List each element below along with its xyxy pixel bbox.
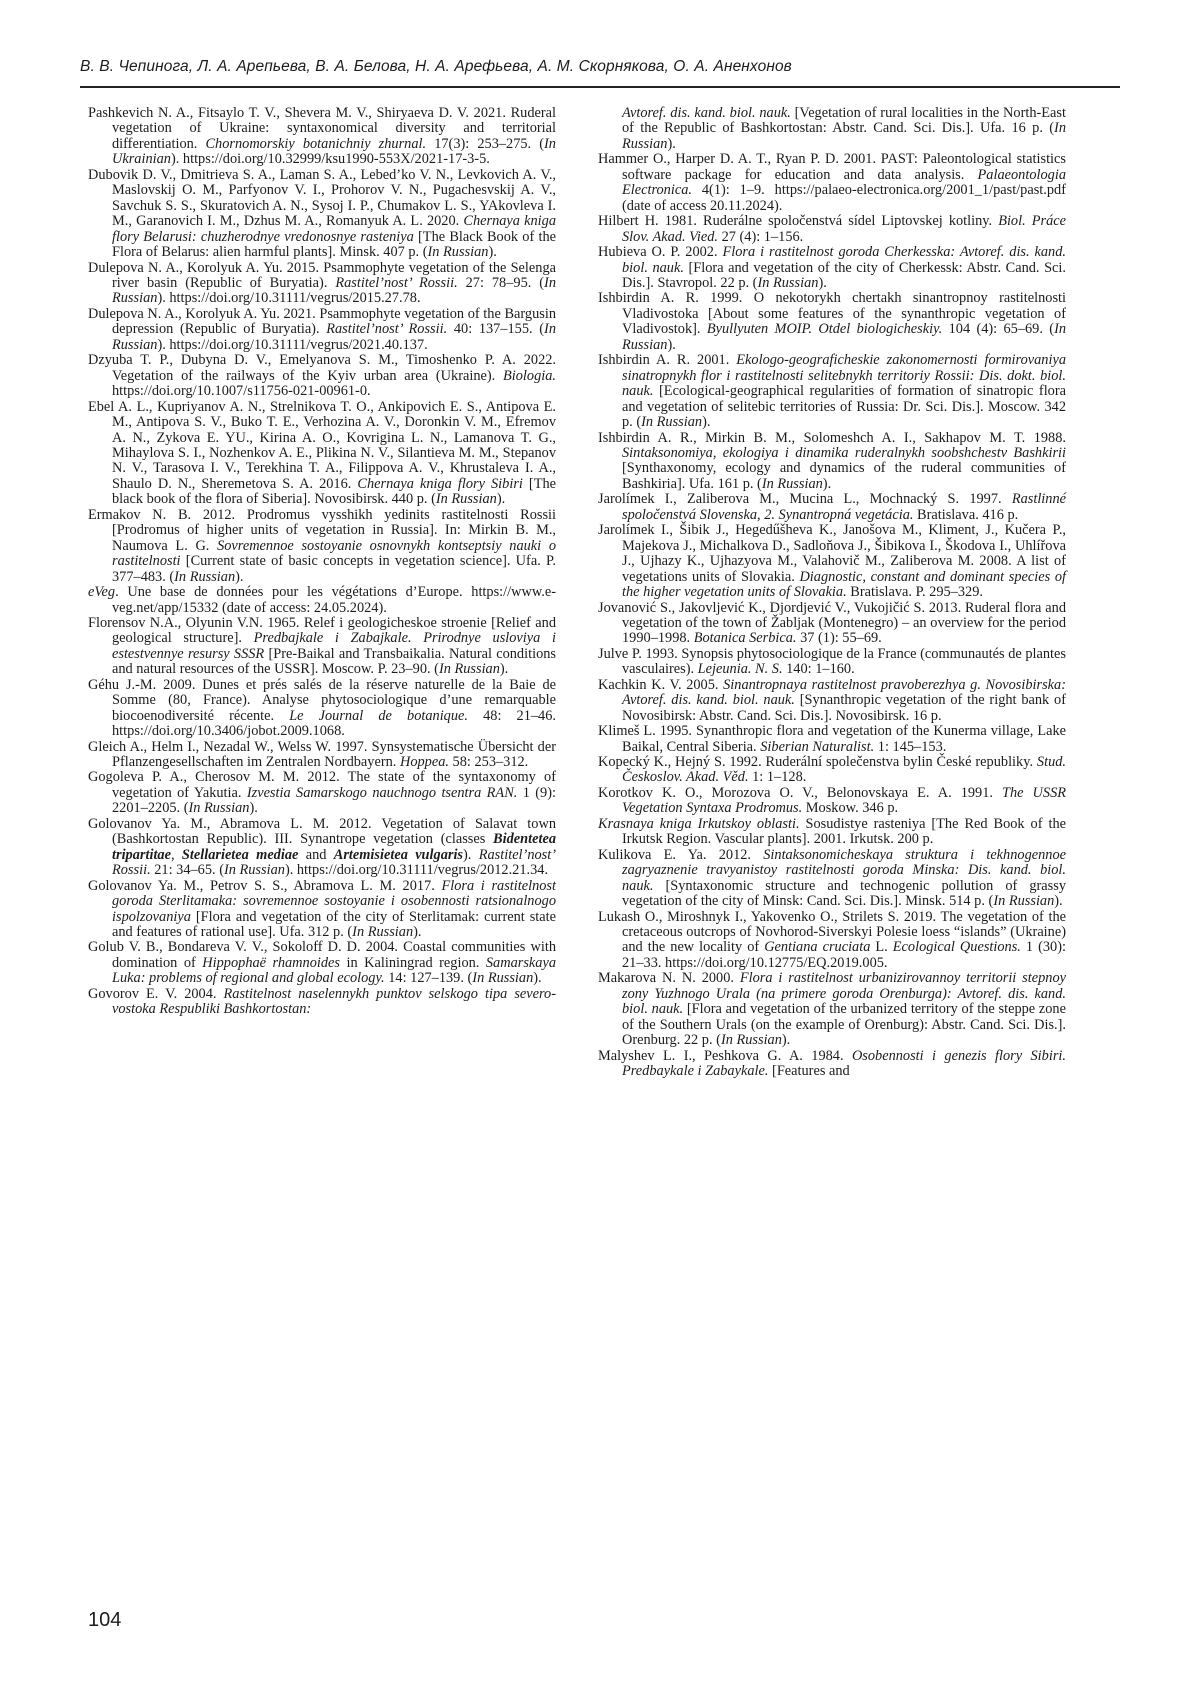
reference-text: Moskow. 346 p.	[802, 800, 898, 816]
reference-text: Hammer O., Harper D. A. T., Ryan P. D. 2001. PAST: Paleontological statistics software package for education and data analysis.	[598, 151, 1066, 182]
reference-text: ).	[488, 244, 496, 260]
reference-entry	[598, 678, 1066, 724]
reference-text: [Pre-Baikal and Transbaikalia. Natural conditions and natural resources of the USSR]. Moscow. P. 23–90. (	[112, 646, 556, 677]
reference-entry	[88, 168, 556, 261]
reference-text: ).	[413, 924, 421, 940]
reference-entry	[598, 601, 1066, 647]
reference-entry	[598, 152, 1066, 214]
reference-entry	[598, 431, 1066, 493]
reference-text: Dulepova N. A., Korolyuk A. Yu. 2021. Psammophyte vegetation of the Bargusin depression (Republic of Buryatia).	[88, 306, 556, 337]
reference-italic-text: Chernaya kniga flory Sibiri	[357, 476, 523, 492]
reference-italic-text: Krasnaya kniga Irkutskoy oblasti.	[598, 816, 800, 832]
reference-italic-text: Rastitel’nost’ Rossii.	[112, 847, 556, 878]
reference-entry	[88, 585, 556, 616]
reference-italic-text: Osobennosti i genezis flory Sibiri. Predbaykale i Zabaykale.	[622, 1048, 1066, 1079]
reference-entry	[88, 987, 556, 1018]
reference-text: L.	[870, 939, 892, 955]
reference-entry	[598, 755, 1066, 786]
reference-entry	[88, 879, 556, 941]
reference-text: ).	[667, 136, 675, 152]
reference-text: Pashkevich N. A., Fitsaylo T. V., Shevera M. V., Shiryaeva D. V. 2021. Ruderal vegetation of Ukraine: syntaxonomical diversity and territorial differentiation.	[88, 105, 556, 152]
reference-text: [Ecological-geographical regularities of formation of sinatropic flora and vegetation of selitebic territories of Russia: Dr. Sci. Dis.]. Moscow. 342 p. (	[622, 383, 1066, 430]
reference-text: [The Black Book of the Flora of Belarus: alien harmful plants]. Minsk. 407 p. (	[112, 229, 556, 260]
reference-text: Kulikova E. Ya. 2012.	[598, 847, 763, 863]
reference-text: Klimeš L. 1995. Synanthropic flora and vegetation of the Kunerma village, Lake Baikal, Central Siberia.	[598, 723, 1066, 754]
reference-text: ).	[533, 970, 541, 986]
reference-italic-text: Hippophaë rhamnoides	[202, 955, 340, 971]
reference-italic-text: Rastitel’nost’ Rossii.	[335, 275, 457, 291]
reference-text: 104 (4): 65–69. (	[942, 321, 1054, 337]
reference-text: ).	[818, 275, 826, 291]
reference-text: [Flora and vegetation of the city of Sterlitamak: current state and features of rational use]. Ufa. 312 p. (	[112, 909, 556, 940]
reference-text: Géhu J.-M. 2009. Dunes et prés salés de la réserve naturelle de la Baie de Somme (80, France). Analyse phytosociologique d’une remarquable biocoenodiversité récente.	[88, 677, 556, 724]
reference-italic-text: In Russian	[224, 862, 285, 878]
reference-text: [Flora and vegetation of the city of Cherkessk: Abstr. Cand. Sci. Dis.]. Stavropol. 22 p. (	[622, 260, 1066, 291]
reference-text: ). https://doi.org/10.31111/vegrus/2015.27.78.	[157, 290, 420, 306]
reference-italic-text: Le Journal de botanique.	[289, 708, 468, 724]
reference-text: ).	[667, 337, 675, 353]
reference-text: 1: 1–128.	[749, 769, 807, 785]
reference-text: ).	[702, 414, 710, 430]
reference-entry	[88, 307, 556, 353]
reference-text: [Current state of basic concepts in vegetation science]. Ufa. P. 377–483. (	[112, 553, 556, 584]
reference-entry	[598, 910, 1066, 972]
reference-italic-text: In Russian	[436, 491, 497, 507]
reference-text: ,	[171, 847, 182, 863]
reference-entry	[88, 817, 556, 879]
reference-italic-text: Chornomorskiy botanichniy zhurnal.	[205, 136, 426, 152]
reference-italic-text: Siberian Naturalist.	[760, 739, 874, 755]
reference-text: ).	[500, 661, 508, 677]
reference-text: Bratislava. P. 295–329.	[847, 584, 983, 600]
reference-text: in Kaliningrad region.	[340, 955, 486, 971]
reference-italic-text: In Russian	[174, 569, 235, 585]
reference-text: 140: 1–160.	[783, 661, 855, 677]
reference-text: ).	[235, 569, 243, 585]
reference-entry	[88, 616, 556, 678]
reference-entry	[598, 245, 1066, 291]
reference-italic-text: Samarskaya Luka: problems of regional and global ecology.	[112, 955, 556, 986]
reference-text: ).	[1054, 893, 1062, 909]
reference-entry	[88, 400, 556, 508]
reference-italic-text: Avtoref. dis. kand. biol. nauk.	[622, 105, 791, 121]
reference-text: ).	[782, 1032, 790, 1048]
reference-entry	[598, 647, 1066, 678]
reference-italic-text: Lejeunia. N. S.	[698, 661, 783, 677]
reference-text: [Flora and vegetation of the urbanized territory of the steppe zone of the Southern Urals (on the example of Orenburg): Abstr. Cand. Sci. Dis.]. Orenburg. 22 p. (	[622, 1001, 1066, 1048]
reference-entry	[598, 214, 1066, 245]
reference-italic-text: Sinantropnaya rastitelnost pravoberezhya g. Novosibirska: Avtoref. dis. kand. biol. nauk.	[622, 677, 1066, 708]
reference-text: Makarova N. N. 2000.	[598, 970, 740, 986]
reference-entry	[598, 106, 1066, 152]
reference-italic-text: Sovremennoe sostoyanie osnovnykh kontseptsiy nauki o rastitelnosti	[112, 538, 556, 569]
reference-italic-text: Stellarietea mediae	[182, 847, 298, 863]
reference-text: Gogoleva P. A., Cherosov M. M. 2012. The state of the syntaxonomy of vegetation of Yakutia.	[88, 769, 556, 800]
reference-italic-text: Byullyuten MOIP. Otdel biologicheskiy.	[707, 321, 942, 337]
reference-entry	[88, 940, 556, 986]
reference-italic-text: In Russian	[112, 321, 556, 352]
reference-text: Ishbirdin A. R. 2001.	[598, 352, 736, 368]
reference-text: [Vegetation of rural localities in the North-East of the Republic of Bashkortostan: Abstr. Cand. Sci. Dis.]. Ufa. 16 p. (	[622, 105, 1066, 136]
reference-text: 21: 34–65. (	[151, 862, 224, 878]
reference-text: Golovanov Ya. M., Abramova L. M. 2012. Vegetation of Salavat town (Bashkortostan Republic). III. Synantrope vegetation (classes	[88, 816, 556, 847]
reference-text: ). https://doi.org/10.32999/ksu1990-553X/2021-17-3-5.	[171, 151, 490, 167]
reference-text: and	[298, 847, 333, 863]
reference-text: 48: 21–46. https://doi.org/10.3406/jobot.2009.1068.	[112, 708, 556, 739]
reference-italic-text: In Russian	[993, 893, 1054, 909]
reference-italic-text: Ecological Questions.	[893, 939, 1021, 955]
reference-italic-text: eVeg	[88, 584, 115, 600]
reference-text: ).	[823, 476, 831, 492]
reference-italic-text: In Ukrainian	[112, 136, 556, 167]
reference-text: Govorov E. V. 2004.	[88, 986, 224, 1002]
reference-text: Golub V. B., Bondareva V. V., Sokoloff D. D. 2004. Coastal communities with domination of	[88, 939, 556, 970]
reference-italic-text: In Russian	[439, 661, 500, 677]
reference-text: Jarolímek I., Zaliberova M., Mucina L., Mochnacký S. 1997.	[598, 491, 1012, 507]
reference-italic-text: In Russian	[189, 800, 250, 816]
reference-italic-text: In Russian	[472, 970, 533, 986]
reference-text: Ebel A. L., Kupriyanov A. N., Strelnikova T. O., Ankipovich E. S., Antipova E. M., Antipova S. V., Buko T. E., Verhozina A. V., Doronkin V. M., Efremov A. N., Zykova E. YU., Kirina A. O., Kovrigina L. N., Lamanova T. G., Mihaylova S. I., Nozhenkov A. E., Plikina N. V., Silantieva M. M., Stepanov N. V., Tarasova I. V., Terekhina T. A., Filippova A. V., Khrustaleva I. A., Shaulo D. N., Sheremetova S. A. 2016.	[88, 399, 556, 492]
reference-text: Florensov N.A., Olyunin V.N. 1965. Relef i geologicheskoe stroenie [Relief and geological structure].	[88, 615, 556, 646]
reference-text: Jovanović S., Jakovljević K., Djordjević V., Vukojičić S. 2013. Ruderal flora and vegetation of the town of Žabljak (Montenegro) – an overview for the period 1990–1998.	[598, 600, 1066, 647]
reference-text: Malyshev L. I., Peshkova G. A. 1984.	[598, 1048, 852, 1064]
reference-text: Hilbert H. 1981. Ruderálne spoločenstvá sídel Liptovskej kotliny.	[598, 213, 998, 229]
reference-text: ).	[249, 800, 257, 816]
reference-text: Bratislava. 416 p.	[913, 507, 1018, 523]
reference-entry	[598, 353, 1066, 430]
reference-text: Jarolímek I., Šibik J., Hegedűšheva K., Janošova M., Kliment, J., Kučera P., Majekova J., Michalkova D., Sadloňova J., Šibikova I., Škodova I., Uhlířova J., Ujhazy K., Ujhazyova M., Valahovič M., Zaliberova M. 2008. A list of vegetations units of Slovakia.	[598, 522, 1066, 584]
reference-text: [Syntaxonomic structure and technogenic pollution of grassy vegetation of the city of Minsk: Cand. Sci. Dis.]. Minsk. 514 p. (	[622, 878, 1066, 909]
reference-text: 37 (1): 55–69.	[797, 630, 882, 646]
reference-text: 27: 78–95. (	[458, 275, 544, 291]
references-right-column	[598, 106, 1066, 1080]
reference-text: 1 (30): 21–33. https://doi.org/10.12775/EQ.2019.005.	[622, 939, 1066, 970]
references-left-column	[88, 106, 556, 1018]
reference-italic-text: Palaeontologia Electronica.	[622, 167, 1066, 198]
reference-entry	[598, 971, 1066, 1048]
reference-italic-text: Artemisietea vulgaris	[334, 847, 463, 863]
reference-text: ). https://doi.org/10.31111/vegrus/2012.21.34.	[285, 862, 548, 878]
reference-text: Dzyuba T. P., Dubyna D. V., Emelyanova S. M., Timoshenko P. A. 2022. Vegetation of the railways of the Kyiv urban area (Ukraine).	[88, 352, 556, 383]
reference-italic-text: Bidentetea tripartitae	[112, 831, 556, 862]
reference-text: ).	[497, 491, 505, 507]
reference-italic-text: Gentiana cruciata	[764, 939, 870, 955]
reference-italic-text: In Russian	[352, 924, 413, 940]
reference-text: [The black book of the flora of Siberia]. Novosibirsk. 440 p. (	[112, 476, 556, 507]
reference-entry	[598, 1049, 1066, 1080]
reference-italic-text: Flora i rastitelnost goroda Cherkesska: Avtoref. dis. kand. biol. nauk.	[622, 244, 1066, 275]
reference-text: Gleich A., Helm I., Nezadal W., Welss W. 1997. Synsystematische Übersicht der Pflanzengesellschaften im Zentralen Nordbayern.	[88, 739, 556, 770]
reference-italic-text: Chernaya kniga flory Belarusi: chuzherodnye vredonosnye rasteniya	[112, 213, 556, 244]
reference-italic-text: In Russian	[622, 120, 1066, 151]
reference-italic-text: Botanica Serbica.	[694, 630, 797, 646]
reference-italic-text: In Russian	[641, 414, 702, 430]
reference-italic-text: Stud. Českoslov. Akad. Věd.	[622, 754, 1066, 785]
reference-italic-text: Rastitelnost naselennykh punktov selskogo tipa severo-vostoka Respubliki Bashkortostan:	[112, 986, 556, 1017]
reference-italic-text: In Russian	[757, 275, 818, 291]
reference-entry	[88, 770, 556, 816]
reference-entry	[598, 724, 1066, 755]
reference-text: 58: 253–312.	[449, 754, 528, 770]
reference-text: [Synthaxonomy, ecology and dynamics of the ruderal communities of Bashkiria]. Ufa. 161 p. (	[622, 460, 1066, 491]
reference-italic-text: Ekologo-geograficheskie zakonomernosti formirovaniya sinatropnykh flor i rastitelnosti selitebnykh territoriy Rossii: Dis. dokt. biol. nauk.	[622, 352, 1066, 399]
reference-italic-text: The USSR Vegetation Syntaxa Prodromus.	[622, 785, 1066, 816]
reference-text: Lukash O., Miroshnyk I., Yakovenko O., Strilets S. 2019. The vegetation of the cretaceous outcrops of Novhorod-Siverskyi Polesie loess “islands” (Ukraine) and the new locality of	[598, 909, 1066, 956]
reference-italic-text: Hoppea.	[400, 754, 449, 770]
running-header: В. В. Чепинога, Л. А. Арепьева, В. А. Белова, Н. А. Арефьева, А. М. Скорнякова, О. А. Аненхонов	[80, 58, 1120, 76]
reference-italic-text: In Russian	[428, 244, 489, 260]
reference-text: Kachkin K. V. 2005.	[598, 677, 723, 693]
reference-entry	[598, 848, 1066, 910]
reference-italic-text: Predbajkale i Zabajkale. Prirodnye usloviya i estestvennye resursy SSSR	[112, 630, 556, 661]
reference-italic-text: Sintaksonomiya, ekologiya i dinamika ruderalnykh soobshchestv Bashkirii	[622, 445, 1066, 461]
page-number: 104	[88, 1609, 121, 1632]
reference-entry	[598, 817, 1066, 848]
reference-text: Hubieva O. P. 2002.	[598, 244, 722, 260]
header-rule	[80, 86, 1120, 88]
reference-text: Ishbirdin A. R., Mirkin B. M., Solomeshch A. I., Sakhapov M. T. 1988.	[598, 430, 1066, 446]
reference-italic-text: Biol. Práce Slov. Akad. Vied.	[622, 213, 1066, 244]
reference-italic-text: Flora i rastitelnost urbanizirovannoy territorii stepnoy zony Yuzhnogo Urala (na primere goroda Orenburga): Avtoref. dis. kand. biol. nauk.	[622, 970, 1066, 1017]
reference-text: Dulepova N. A., Korolyuk A. Yu. 2015. Psammophyte vegetation of the Selenga river basin (Republic of Buryatia).	[88, 260, 556, 291]
reference-text: ).	[463, 847, 479, 863]
reference-text: 17(3): 253–275. (	[426, 136, 544, 152]
reference-text: https://doi.org/10.1007/s11756-021-00961-0.	[112, 383, 371, 399]
reference-entry	[88, 678, 556, 740]
reference-italic-text: Flora i rastitelnost goroda Sterlitamaka: sovremennoe sostoyanie i osobennosti ratsionalnogo ispolzovaniya	[112, 878, 556, 925]
reference-entry	[598, 492, 1066, 523]
reference-text: 40: 137–155. (	[447, 321, 544, 337]
reference-text: 14: 127–139. (	[385, 970, 473, 986]
reference-entry	[598, 523, 1066, 600]
reference-italic-text: In Russian	[721, 1032, 782, 1048]
reference-italic-text: In Russian	[112, 275, 556, 306]
reference-text: . Une base de données pour les végétations d’Europe. https://www.e-veg.net/app/15332 (date of access: 24.05.2024).	[112, 584, 556, 615]
reference-italic-text: Rastitel’nost’ Rossii.	[326, 321, 447, 337]
reference-entry	[598, 291, 1066, 353]
reference-text: Sosudistye rasteniya [The Red Book of the Irkutsk Region. Vascular plants]. 2001. Irkutsk. 200 p.	[622, 816, 1066, 847]
reference-italic-text: Diagnostic, constant and dominant species of the higher vegetation units of Slovakia.	[622, 569, 1066, 600]
reference-text: 4(1): 1–9. https://palaeo-electronica.org/2001_1/past/past.pdf (date of access 20.11.2024).	[622, 182, 1066, 213]
reference-text: Golovanov Ya. M., Petrov S. S., Abramova L. M. 2017.	[88, 878, 441, 894]
reference-entry	[88, 740, 556, 771]
reference-italic-text: In Russian	[622, 321, 1066, 352]
reference-entry	[598, 786, 1066, 817]
reference-entry	[88, 106, 556, 168]
reference-text: Ishbirdin A. R. 1999. O nekotorykh chertakh sinantropnoy rastitelnosti Vladivostoka [About some features of the synanthropic vegetation of Vladivostok].	[598, 290, 1066, 337]
reference-text: Dubovik D. V., Dmitrieva S. A., Laman S. A., Lebed’ko V. N., Levkovich A. V., Maslovskij O. M., Parfyonov V. I., Prohorov V. N., Pugachesvskij A. V., Savchuk S. S., Skuratovich A. N., Sysoj I. P., Chumakov L. S., YAkovleva I. M., Garanovich I. M., Dzhus M. A., Romanyuk A. L. 2020.	[88, 167, 556, 229]
reference-text: [Synanthropic vegetation of the right bank of Novosibirsk: Abstr. Cand. Sci. Dis.]. Novosibirsk. 16 p.	[622, 692, 1066, 723]
reference-text: Julve P. 1993. Synopsis phytosociologique de la France (communautés de plantes vasculaires).	[598, 646, 1066, 677]
reference-text: ). https://doi.org/10.31111/vegrus/2021.40.137.	[157, 337, 427, 353]
reference-italic-text: Biologia.	[503, 368, 556, 384]
reference-text: Korotkov K. O., Morozova O. V., Belonovskaya E. A. 1991.	[598, 785, 1002, 801]
reference-italic-text: Izvestia Samarskogo nauchnogo tsentra RAN.	[247, 785, 518, 801]
reference-italic-text: Sintaksonomicheskaya struktura i tekhnogennoe zagryaznenie travyanistoy rastitelnosti goroda Minska: Dis. kand. biol. nauk.	[622, 847, 1066, 894]
reference-entry	[88, 353, 556, 399]
reference-text: 1 (9): 2201–2205. (	[112, 785, 556, 816]
reference-text: [Features and	[768, 1063, 849, 1079]
reference-italic-text: In Russian	[762, 476, 823, 492]
reference-text: Ermakov N. B. 2012. Prodromus vysshikh yedinits rastitelnosti Rossii [Prodromus of higher units of vegetation in Russia]. In: Mirkin B. M., Naumova L. G.	[88, 507, 556, 554]
reference-entry	[88, 261, 556, 307]
reference-text: 1: 145–153.	[874, 739, 946, 755]
reference-text: Kopecký K., Hejný S. 1992. Ruderální společenstva bylin České republiky.	[598, 754, 1037, 770]
reference-italic-text: Rastlinné spoločenstvá Slovenska, 2. Synantropná vegetácia.	[622, 491, 1066, 522]
reference-entry	[88, 508, 556, 585]
reference-text: 27 (4): 1–156.	[718, 229, 803, 245]
